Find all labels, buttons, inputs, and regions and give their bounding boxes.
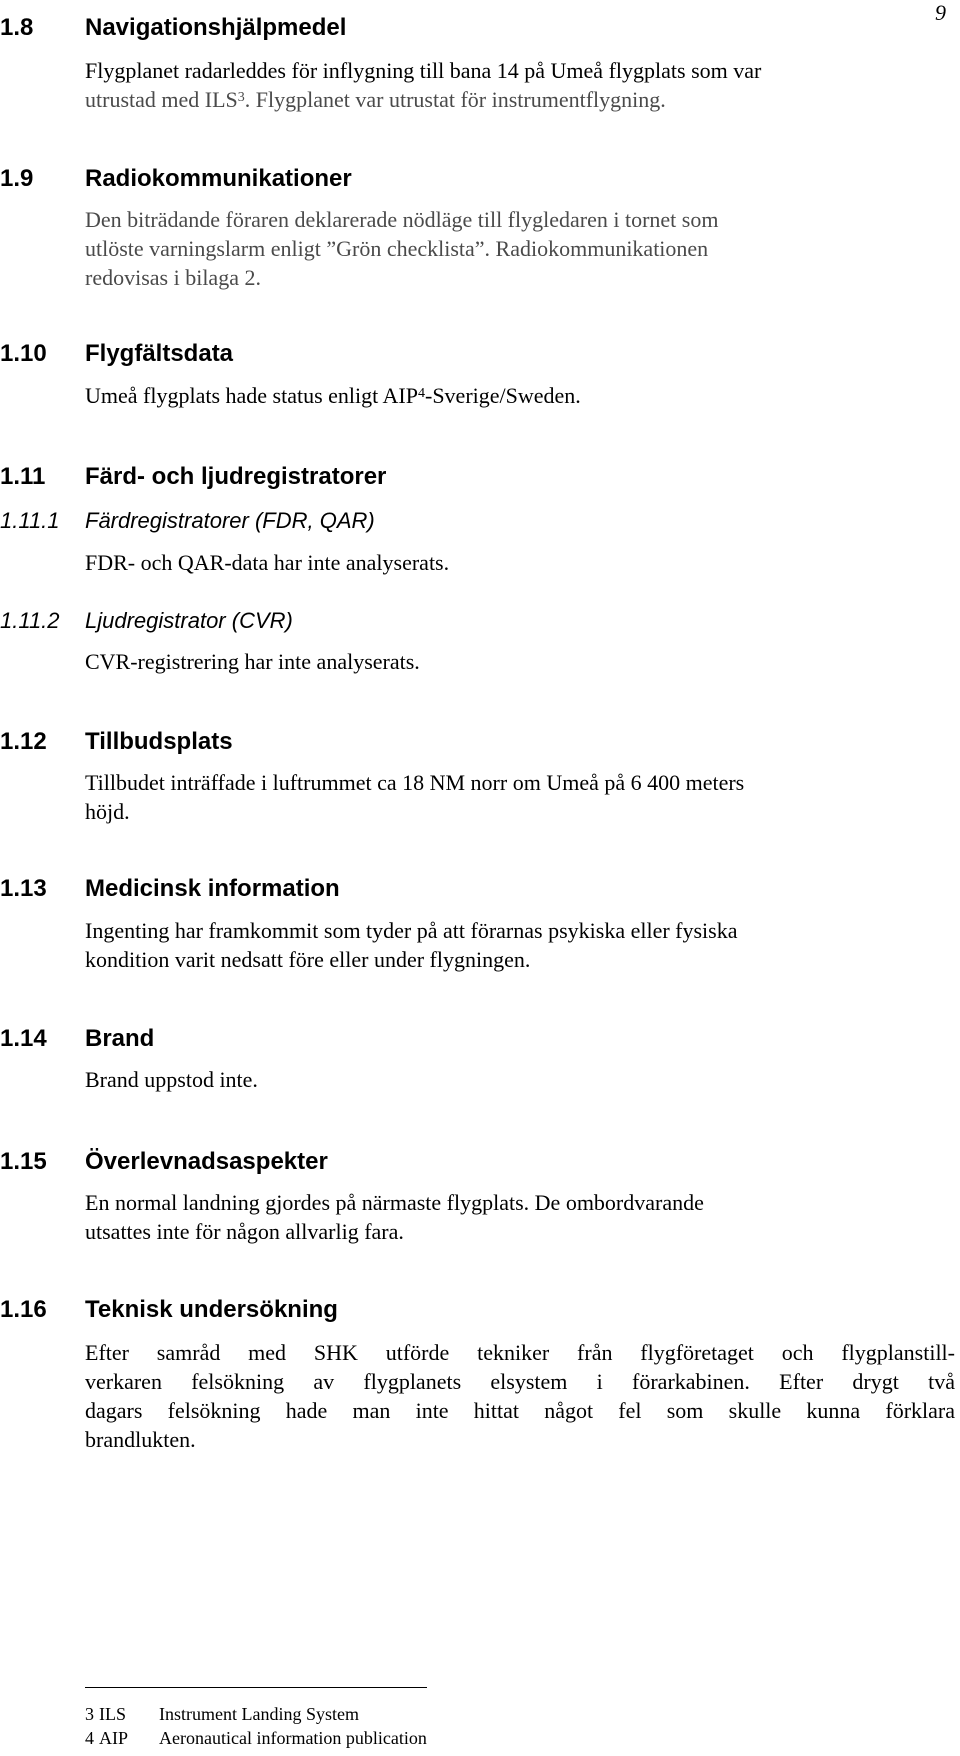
section-body-1-11-2	[85, 647, 955, 676]
paragraph-line: FDR- och QAR-data har inte analyserats.	[85, 550, 450, 575]
section-number: 1.13	[0, 875, 47, 902]
section-heading-1-9	[0, 164, 352, 194]
footnote-reference: 4	[418, 386, 425, 401]
paragraph-line: Tillbudet inträffade i luftrummet ca 18 NM norr om Umeå på 6 400 meters	[85, 770, 745, 795]
paragraph-line: verkaren felsökning av flygplanets elsystem i förarkabinen. Efter drygt två	[85, 1369, 955, 1394]
section-number: 1.11	[0, 463, 46, 490]
paragraph-line: kondition varit nedsatt före eller under flygningen.	[85, 947, 531, 972]
section-title: Tillbudsplats	[85, 728, 233, 755]
section-title: Färd- och ljudregistratorer	[85, 463, 387, 490]
section-number: 1.9	[0, 165, 34, 192]
subsection-number: 1.11.1	[0, 508, 60, 533]
paragraph-line: Den biträdande föraren deklarerade nödläge till flygledaren i tornet som	[85, 207, 719, 232]
section-body-1-10	[85, 381, 955, 410]
section-title: Flygfältsdata	[85, 340, 234, 367]
paragraph-line: redovisas i bilaga 2.	[85, 265, 261, 290]
footnote-separator	[85, 1687, 427, 1688]
section-title: Teknisk undersökning	[85, 1296, 338, 1323]
section-heading-1-16	[0, 1295, 338, 1325]
footnote-number: 3	[85, 1704, 94, 1724]
section-title: Överlevnadsaspekter	[85, 1148, 328, 1175]
subsection-heading-1-11-2	[0, 607, 293, 635]
section-body-1-11-1	[85, 548, 955, 577]
section-heading-1-15	[0, 1147, 328, 1177]
footnote-reference: 3	[237, 90, 245, 105]
section-body-1-8	[85, 56, 955, 114]
section-number: 1.12	[0, 728, 47, 755]
section-number: 1.15	[0, 1148, 47, 1175]
section-body-1-14	[85, 1065, 955, 1094]
section-heading-1-13	[0, 874, 340, 904]
subsection-heading-1-11-1	[0, 507, 375, 535]
paragraph-line: utlöste varningslarm enligt ”Grön checklista”. Radiokommunikationen	[85, 236, 709, 261]
paragraph-line: Flygplanet radarleddes för inflygning till bana 14 på Umeå flygplats som var	[85, 58, 762, 83]
section-heading-1-14	[0, 1024, 154, 1054]
paragraph-text: . Flygplanet var utrustat för instrumentflygning.	[244, 87, 666, 112]
paragraph-line	[85, 381, 955, 410]
footnote-number: 4	[85, 1728, 94, 1748]
subsection-title: Färdregistratorer (FDR, QAR)	[85, 508, 375, 533]
section-title: Brand	[85, 1025, 155, 1052]
paragraph-line: utsattes inte för någon allvarlig fara.	[85, 1219, 404, 1244]
footnote-definition: Aeronautical information publication	[159, 1728, 427, 1748]
paragraph-line: höjd.	[85, 799, 130, 824]
section-heading-1-10	[0, 339, 233, 369]
footnote	[85, 1726, 427, 1750]
section-number: 1.10	[0, 340, 47, 367]
page-number: 9	[935, 0, 946, 25]
paragraph-text: utrustad med ILS	[85, 87, 238, 112]
paragraph-line	[85, 85, 955, 114]
paragraph-text: -Sverige/Sweden.	[425, 383, 581, 408]
section-heading-1-8	[0, 13, 346, 43]
section-body-1-15	[85, 1188, 955, 1246]
paragraph-line: Efter samråd med SHK utförde tekniker från flygföretaget och flygplanstill-	[85, 1340, 955, 1365]
section-number: 1.16	[0, 1296, 47, 1323]
section-number: 1.14	[0, 1025, 47, 1052]
footnote-term: ILS	[99, 1704, 126, 1724]
paragraph-line: brandlukten.	[85, 1427, 196, 1452]
section-title: Navigationshjälpmedel	[85, 14, 347, 41]
section-heading-1-12	[0, 727, 233, 757]
subsection-number: 1.11.2	[0, 608, 60, 633]
section-number: 1.8	[0, 14, 34, 41]
paragraph-text: Umeå flygplats hade status enligt AIP	[85, 383, 418, 408]
section-heading-1-11	[0, 462, 386, 492]
footnote-definition: Instrument Landing System	[159, 1704, 359, 1724]
paragraph-line: CVR-registrering har inte analyserats.	[85, 649, 420, 674]
section-title: Medicinsk information	[85, 875, 340, 902]
paragraph-line: Ingenting har framkommit som tyder på att förarnas psykiska eller fysiska	[85, 918, 738, 943]
section-body-1-16	[85, 1338, 955, 1454]
section-body-1-9	[85, 205, 955, 292]
section-body-1-13	[85, 916, 955, 974]
section-title: Radiokommunikationer	[85, 165, 352, 192]
footnote-term: AIP	[99, 1728, 129, 1748]
footnote	[85, 1702, 359, 1726]
paragraph-line: dagars felsökning hade man inte hittat något fel som skulle kunna förklara	[85, 1398, 955, 1423]
paragraph-line: En normal landning gjordes på närmaste flygplats. De ombordvarande	[85, 1190, 704, 1215]
section-body-1-12	[85, 768, 955, 826]
subsection-title: Ljudregistrator (CVR)	[85, 608, 293, 633]
paragraph-line: Brand uppstod inte.	[85, 1067, 258, 1092]
